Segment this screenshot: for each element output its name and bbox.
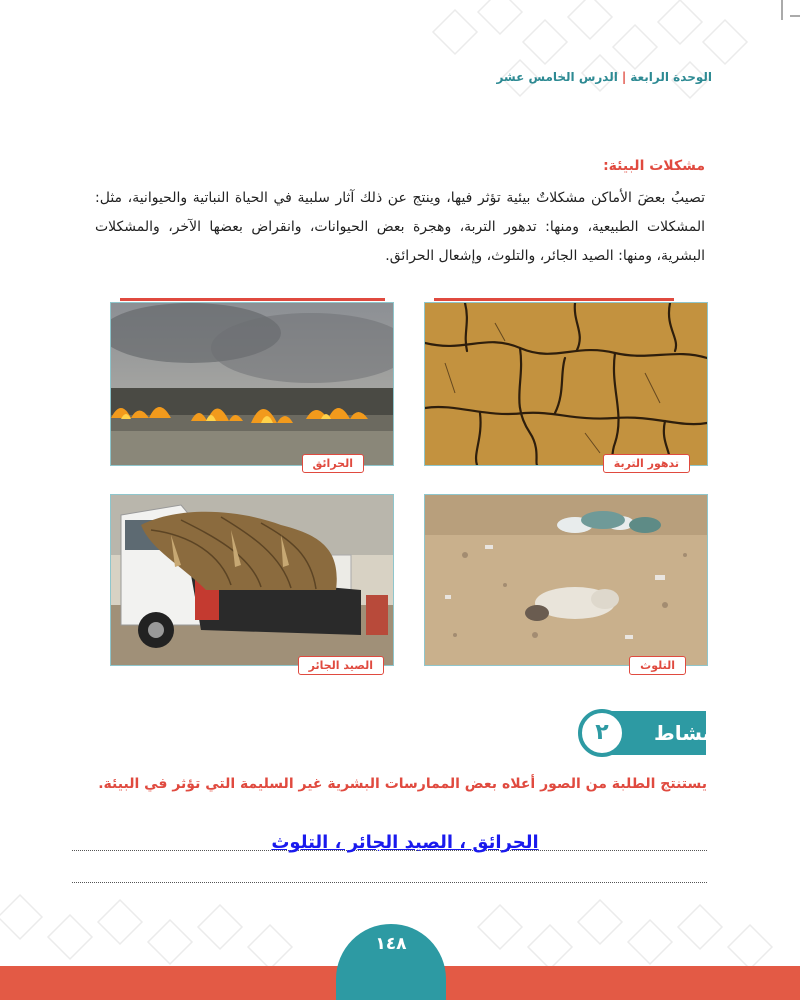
- photo-topbar: [434, 298, 674, 301]
- cracked-soil-photo: [424, 302, 708, 466]
- caption-hunting: الصيد الجائر: [298, 656, 384, 675]
- breadcrumb-separator: |: [621, 70, 627, 84]
- unit-label: الوحدة الرابعة: [630, 70, 712, 84]
- hunting-truck-photo: [110, 494, 394, 666]
- photo-card-hunting: [110, 490, 394, 680]
- activity-badge: [582, 711, 711, 755]
- breadcrumb: [496, 70, 712, 84]
- section-title: مشكلات البيئة:: [603, 158, 705, 174]
- photo-topbar: [120, 298, 385, 301]
- photo-card-pollution: [424, 490, 708, 680]
- activity-instruction: يستنتج الطلبة من الصور أعلاه بعض الممارسات البشرية غير السليمة التي تؤثر في البيئة.: [98, 776, 707, 792]
- page-number: ١٤٨: [375, 934, 407, 954]
- caption-fires: الحرائق: [302, 454, 365, 473]
- caption-soil: تدهور التربة: [603, 454, 690, 473]
- caption-pollution: التلوث: [629, 656, 686, 675]
- photo-card-soil: [424, 298, 708, 476]
- activity-number: ٢: [578, 709, 626, 757]
- lesson-label: الدرس الخامس عشر: [496, 70, 618, 84]
- answer-line-2: [72, 882, 707, 883]
- activity-label: نشاط: [654, 721, 711, 745]
- handwritten-answer: الحرائق ، الصيد الجائر ، التلوث: [271, 832, 539, 853]
- pollution-photo: [424, 494, 708, 666]
- section-paragraph: تصيبُ بعضَ الأماكن مشكلاتٌ بيئية تؤثر فيها، وينتج عن ذلك آثار سلبية في الحياة النباتية والحيوانية، مثل: المشكلات الطبيعية، ومنها: تدهور التربة، وهجرة بعض الحيوانات، وانقراض بعضها الآخر، والمشكلات البشرية، ومنها: الصيد الجائر، والتلوث، وإشعال الحرائق.: [95, 190, 705, 264]
- photo-card-fires: [110, 298, 394, 476]
- crop-mark-icon: [760, 0, 800, 30]
- fire-photo: [110, 302, 394, 466]
